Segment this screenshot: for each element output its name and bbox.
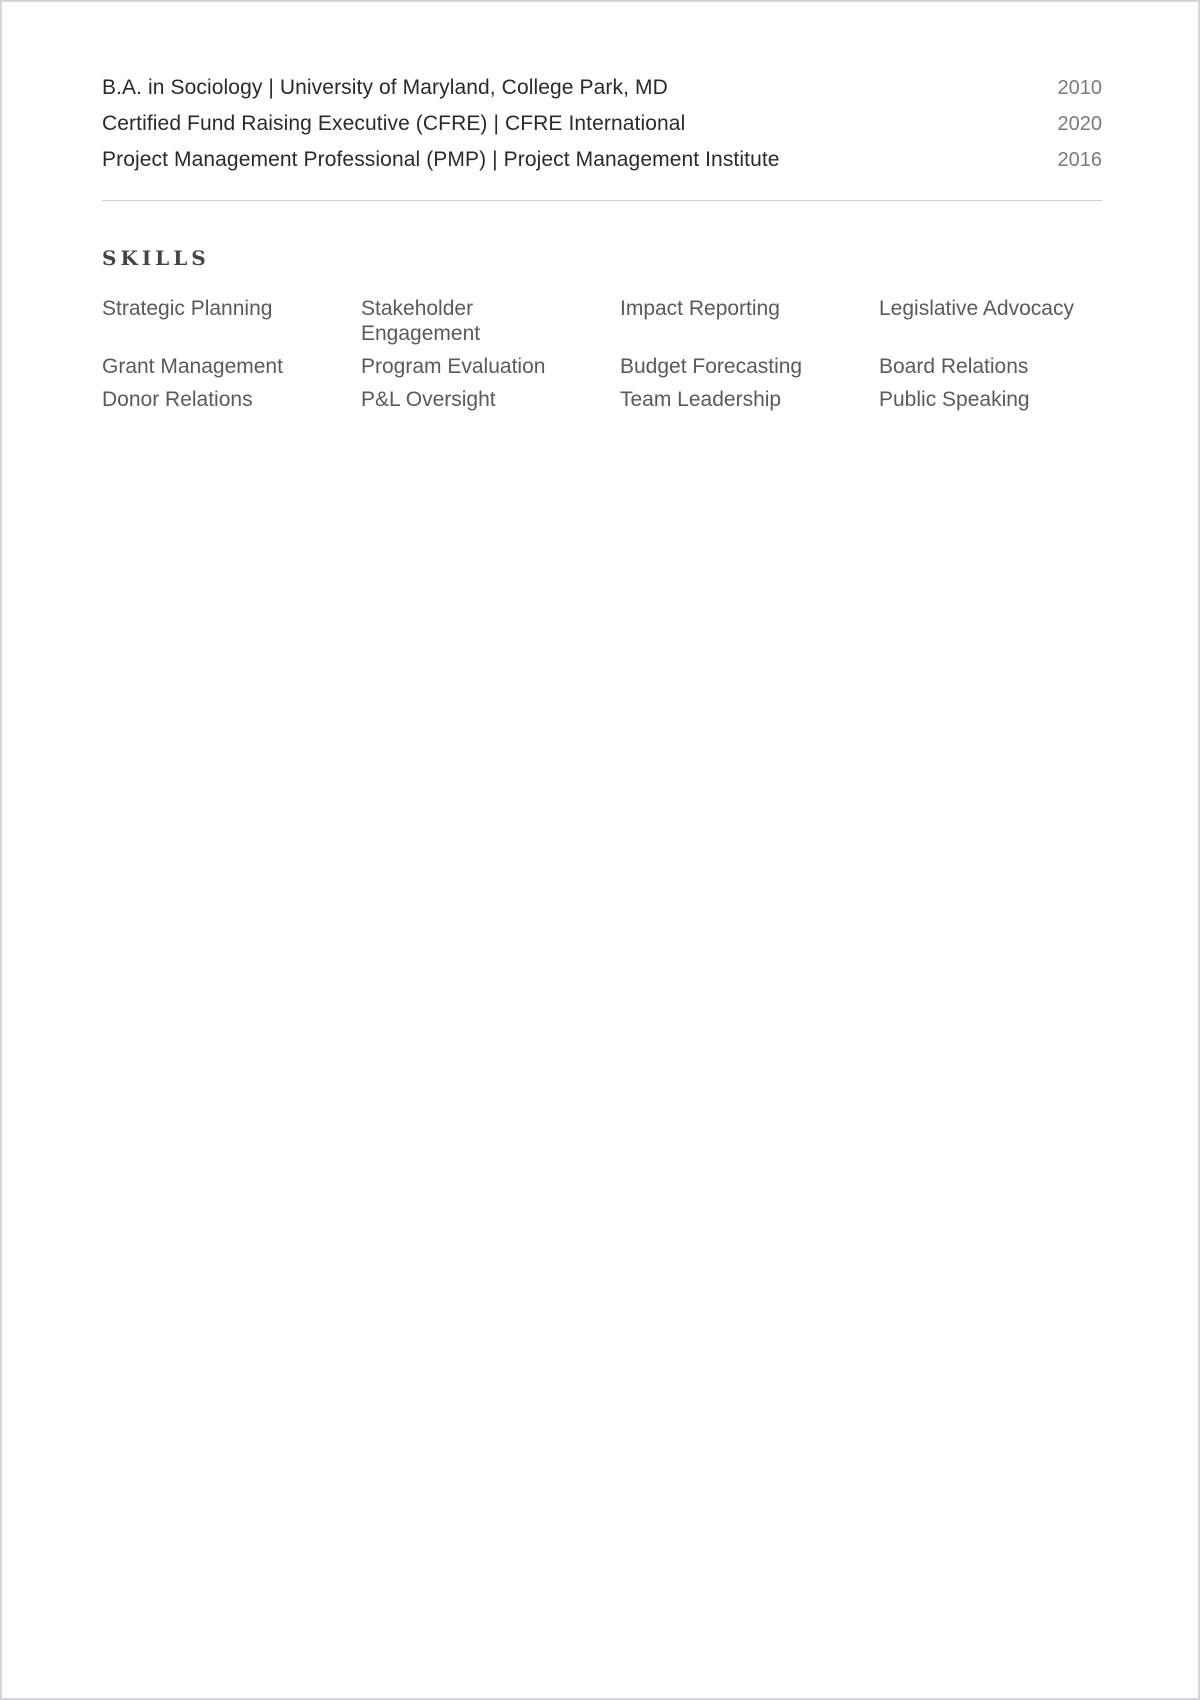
education-year: 2016: [1057, 149, 1102, 171]
skill-item: Legislative Advocacy: [879, 297, 1074, 320]
skill-item: Donor Relations: [102, 388, 253, 411]
skills-heading: SKILLS: [102, 246, 210, 270]
section-divider: [102, 200, 1102, 201]
skill-item: Stakeholder Engagement: [361, 297, 481, 345]
skill-item: P&L Oversight: [361, 388, 496, 411]
education-year: 2010: [1057, 77, 1102, 99]
education-title: B.A. in Sociology | University of Maryland, College Park, MD: [102, 76, 668, 99]
skill-item: Board Relations: [879, 355, 1029, 378]
education-year: 2020: [1057, 113, 1102, 135]
education-list: [102, 76, 1102, 184]
skill-item: Public Speaking: [879, 388, 1030, 411]
skill-item: Team Leadership: [620, 388, 782, 411]
skill-item: Strategic Planning: [102, 297, 273, 320]
skill-item: Program Evaluation: [361, 355, 546, 378]
education-item: [102, 76, 1102, 112]
education-item: [102, 112, 1102, 148]
skill-item: Impact Reporting: [620, 297, 780, 320]
skill-item: Grant Management: [102, 355, 283, 378]
education-title: Certified Fund Raising Executive (CFRE) | CFRE International: [102, 112, 686, 135]
education-title: Project Management Professional (PMP) | Project Management Institute: [102, 148, 780, 171]
education-item: [102, 148, 1102, 184]
skills-grid: [102, 296, 1142, 412]
skill-item: Budget Forecasting: [620, 355, 803, 378]
